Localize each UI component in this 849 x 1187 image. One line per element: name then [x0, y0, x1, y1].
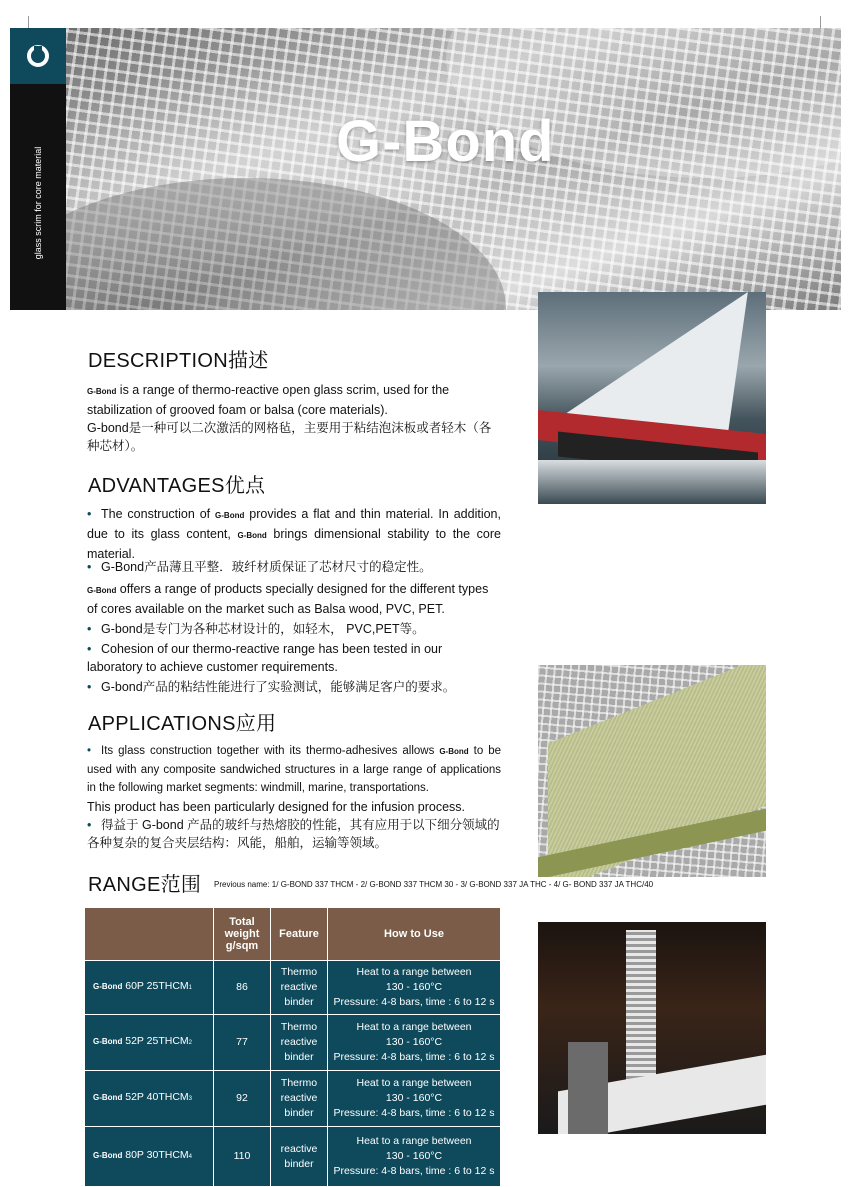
- col-header-product: [85, 908, 214, 961]
- advantage-text: provides a flat and thin material. In addition, due to its glass content,: [87, 507, 501, 541]
- applications-heading: APPLICATIONS应用: [88, 713, 277, 735]
- product-code: 52P 25THCM: [122, 1035, 189, 1047]
- product-name: [85, 961, 214, 1015]
- col-header-feature: Feature: [271, 908, 328, 961]
- brand-name: G-Bond: [93, 1037, 123, 1046]
- use-line: 130 - 160°C: [385, 981, 443, 993]
- table-row: [85, 1015, 501, 1071]
- brand-name: G-Bond: [93, 1093, 123, 1102]
- product-name: [85, 1071, 214, 1127]
- advantage-text: brings dimensional stability to the core material.: [87, 527, 502, 561]
- feature-line: reactive: [280, 1036, 318, 1048]
- advantage-1-zh: [87, 558, 501, 576]
- bullet-icon: •: [87, 680, 92, 694]
- feature-line: reactive: [280, 1092, 318, 1104]
- sidebar-band: [10, 28, 66, 310]
- feature: [271, 961, 328, 1015]
- crop-mark: [28, 16, 29, 28]
- application-1: [87, 742, 501, 797]
- description-zh: G-bond是一种可以二次激活的网格毡，主要用于粘结泡沫板或者轻木（各种芯材）。: [87, 421, 492, 453]
- feature-line: binder: [284, 1157, 314, 1170]
- application-text: Its glass construction together with its thermo-adhesives allows: [101, 745, 440, 757]
- use-line: Heat to a range between: [356, 1021, 472, 1033]
- feature-line: Thermo: [280, 1077, 318, 1089]
- product-code: 80P 30THCM: [122, 1149, 189, 1161]
- advantage-1: [87, 505, 501, 563]
- table-row: [85, 1127, 501, 1187]
- advantage-2: [87, 580, 501, 619]
- feature-line: Thermo: [280, 1021, 318, 1033]
- feature: [271, 1015, 328, 1071]
- use-line: Pressure: 4-8 bars, time : 6 to 12 s: [333, 1107, 495, 1119]
- feature: [271, 1127, 328, 1187]
- use-line: Pressure: 4-8 bars, time : 6 to 12 s: [333, 1051, 495, 1063]
- how-to-use: [328, 961, 501, 1015]
- total-weight: 110: [214, 1127, 271, 1187]
- feature-line: Thermo: [280, 966, 318, 978]
- range-table: [84, 907, 501, 1187]
- use-line: 130 - 160°C: [385, 1150, 443, 1162]
- use-line: Pressure: 4-8 bars, time : 6 to 12 s: [333, 996, 495, 1008]
- advantage-text: G-bond产品的粘结性能进行了实验测试，能够满足客户的要求。: [101, 680, 456, 694]
- feature-line: reactive: [280, 1142, 318, 1155]
- range-heading: RANGE范围: [88, 874, 202, 896]
- logo-icon: [27, 45, 49, 67]
- advantage-3: [87, 640, 501, 676]
- footnote-number: 3: [188, 1096, 193, 1102]
- bullet-icon: •: [87, 818, 92, 832]
- brand-name: G-Bond: [215, 511, 245, 520]
- sidebar-vertical-text: glass scrim for core material: [33, 146, 43, 260]
- use-line: Heat to a range between: [356, 1135, 472, 1147]
- previous-names: Previous name: 1/ G-BOND 337 THCM - 2/ G-BOND 337 THCM 30 - 3/ G-BOND 337 JA THC - 4/ G- BOND 337 JA THC/40: [214, 880, 654, 889]
- table-header-row: [85, 908, 501, 961]
- sailboat-photo: [538, 292, 766, 504]
- advantage-2-zh: [87, 620, 501, 638]
- total-weight: 77: [214, 1015, 271, 1071]
- description-text: [87, 381, 501, 455]
- footnote-number: 1: [188, 985, 193, 991]
- feature: [271, 1071, 328, 1127]
- use-line: Pressure: 4-8 bars, time : 6 to 12 s: [333, 1165, 495, 1177]
- photo-sail: [538, 292, 748, 432]
- product-name: [85, 1015, 214, 1071]
- brand-name: G-Bond: [87, 586, 117, 595]
- advantage-text: G-bond是专门为各种芯材设计的，如轻木， PVC,PET等。: [101, 622, 425, 636]
- advantage-text: The construction of: [101, 507, 216, 521]
- hero-fold: [66, 178, 506, 310]
- brand-name: G-Bond: [93, 1151, 123, 1160]
- footnote-number: 2: [188, 1040, 193, 1046]
- product-code: 60P 25THCM: [122, 980, 189, 992]
- total-weight: 86: [214, 961, 271, 1015]
- how-to-use: [328, 1071, 501, 1127]
- how-to-use: [328, 1127, 501, 1187]
- use-line: 130 - 160°C: [385, 1092, 443, 1104]
- bullet-icon: •: [87, 642, 92, 656]
- feature-line: binder: [284, 1051, 314, 1063]
- col-header-how-to-use: How to Use: [328, 908, 501, 961]
- total-weight: 92: [214, 1071, 271, 1127]
- feature-line: binder: [284, 1107, 314, 1119]
- bullet-icon: •: [87, 622, 92, 636]
- col-header-weight: Total weight g/sqm: [214, 908, 271, 961]
- advantage-text: Cohesion of our thermo-reactive range has been tested in our laboratory to achieve customer requirements.: [87, 642, 443, 674]
- brand-name: G-Bond: [439, 747, 469, 756]
- table-row: [85, 961, 501, 1015]
- description-en: is a range of thermo-reactive open glass scrim, used for the stabilization of grooved foam or balsa (core materials).: [87, 383, 450, 417]
- advantage-text: offers a range of products specially designed for the different types of cores available on the market such as Balsa wood, PVC, PET.: [87, 582, 489, 616]
- product-code: 52P 40THCM: [122, 1091, 189, 1103]
- bullet-icon: •: [87, 745, 92, 757]
- feature-line: reactive: [280, 981, 318, 993]
- advantage-text: G-Bond产品薄且平整．玻纤材质保证了芯材尺寸的稳定性。: [101, 560, 432, 574]
- use-line: Heat to a range between: [356, 1077, 472, 1089]
- description-heading: DESCRIPTION描述: [88, 350, 269, 372]
- table-row: [85, 1071, 501, 1127]
- application-text: 得益于 G-bond 产品的玻纤与热熔胶的性能，其有应用于以下细分领域的各种复杂的复合夹层结构：风能，船舶，运输等领域。: [87, 818, 500, 850]
- brand-name: G-Bond: [93, 982, 123, 991]
- bullet-icon: •: [87, 507, 92, 521]
- application-text: to be used with any composite sandwiched structures in a large range of applications in the following market segments: windmill, marine, transportations.: [87, 745, 501, 794]
- brand-name: G-Bond: [237, 531, 267, 540]
- advantage-3-zh: [87, 678, 501, 696]
- use-line: 130 - 160°C: [385, 1036, 443, 1048]
- application-text: This product has been particularly designed for the infusion process.: [87, 800, 465, 814]
- brand-name: G-Bond: [87, 387, 117, 396]
- logo-box: [10, 28, 66, 84]
- application-2-zh: [87, 816, 501, 852]
- photo-water: [538, 460, 766, 504]
- footnote-number: 4: [188, 1154, 193, 1160]
- feature-line: binder: [284, 996, 314, 1008]
- photo-post: [568, 1042, 608, 1134]
- use-line: Heat to a range between: [356, 966, 472, 978]
- bullet-icon: •: [87, 560, 92, 574]
- hero-image: [66, 28, 841, 310]
- how-to-use: [328, 1015, 501, 1071]
- machine-photo: [538, 922, 766, 1134]
- crop-mark: [820, 16, 821, 28]
- product-name: [85, 1127, 214, 1187]
- application-2: [87, 798, 501, 816]
- hero-title: G-Bond: [336, 109, 555, 174]
- advantages-heading: ADVANTAGES优点: [88, 475, 266, 497]
- foam-core-photo: [538, 665, 766, 877]
